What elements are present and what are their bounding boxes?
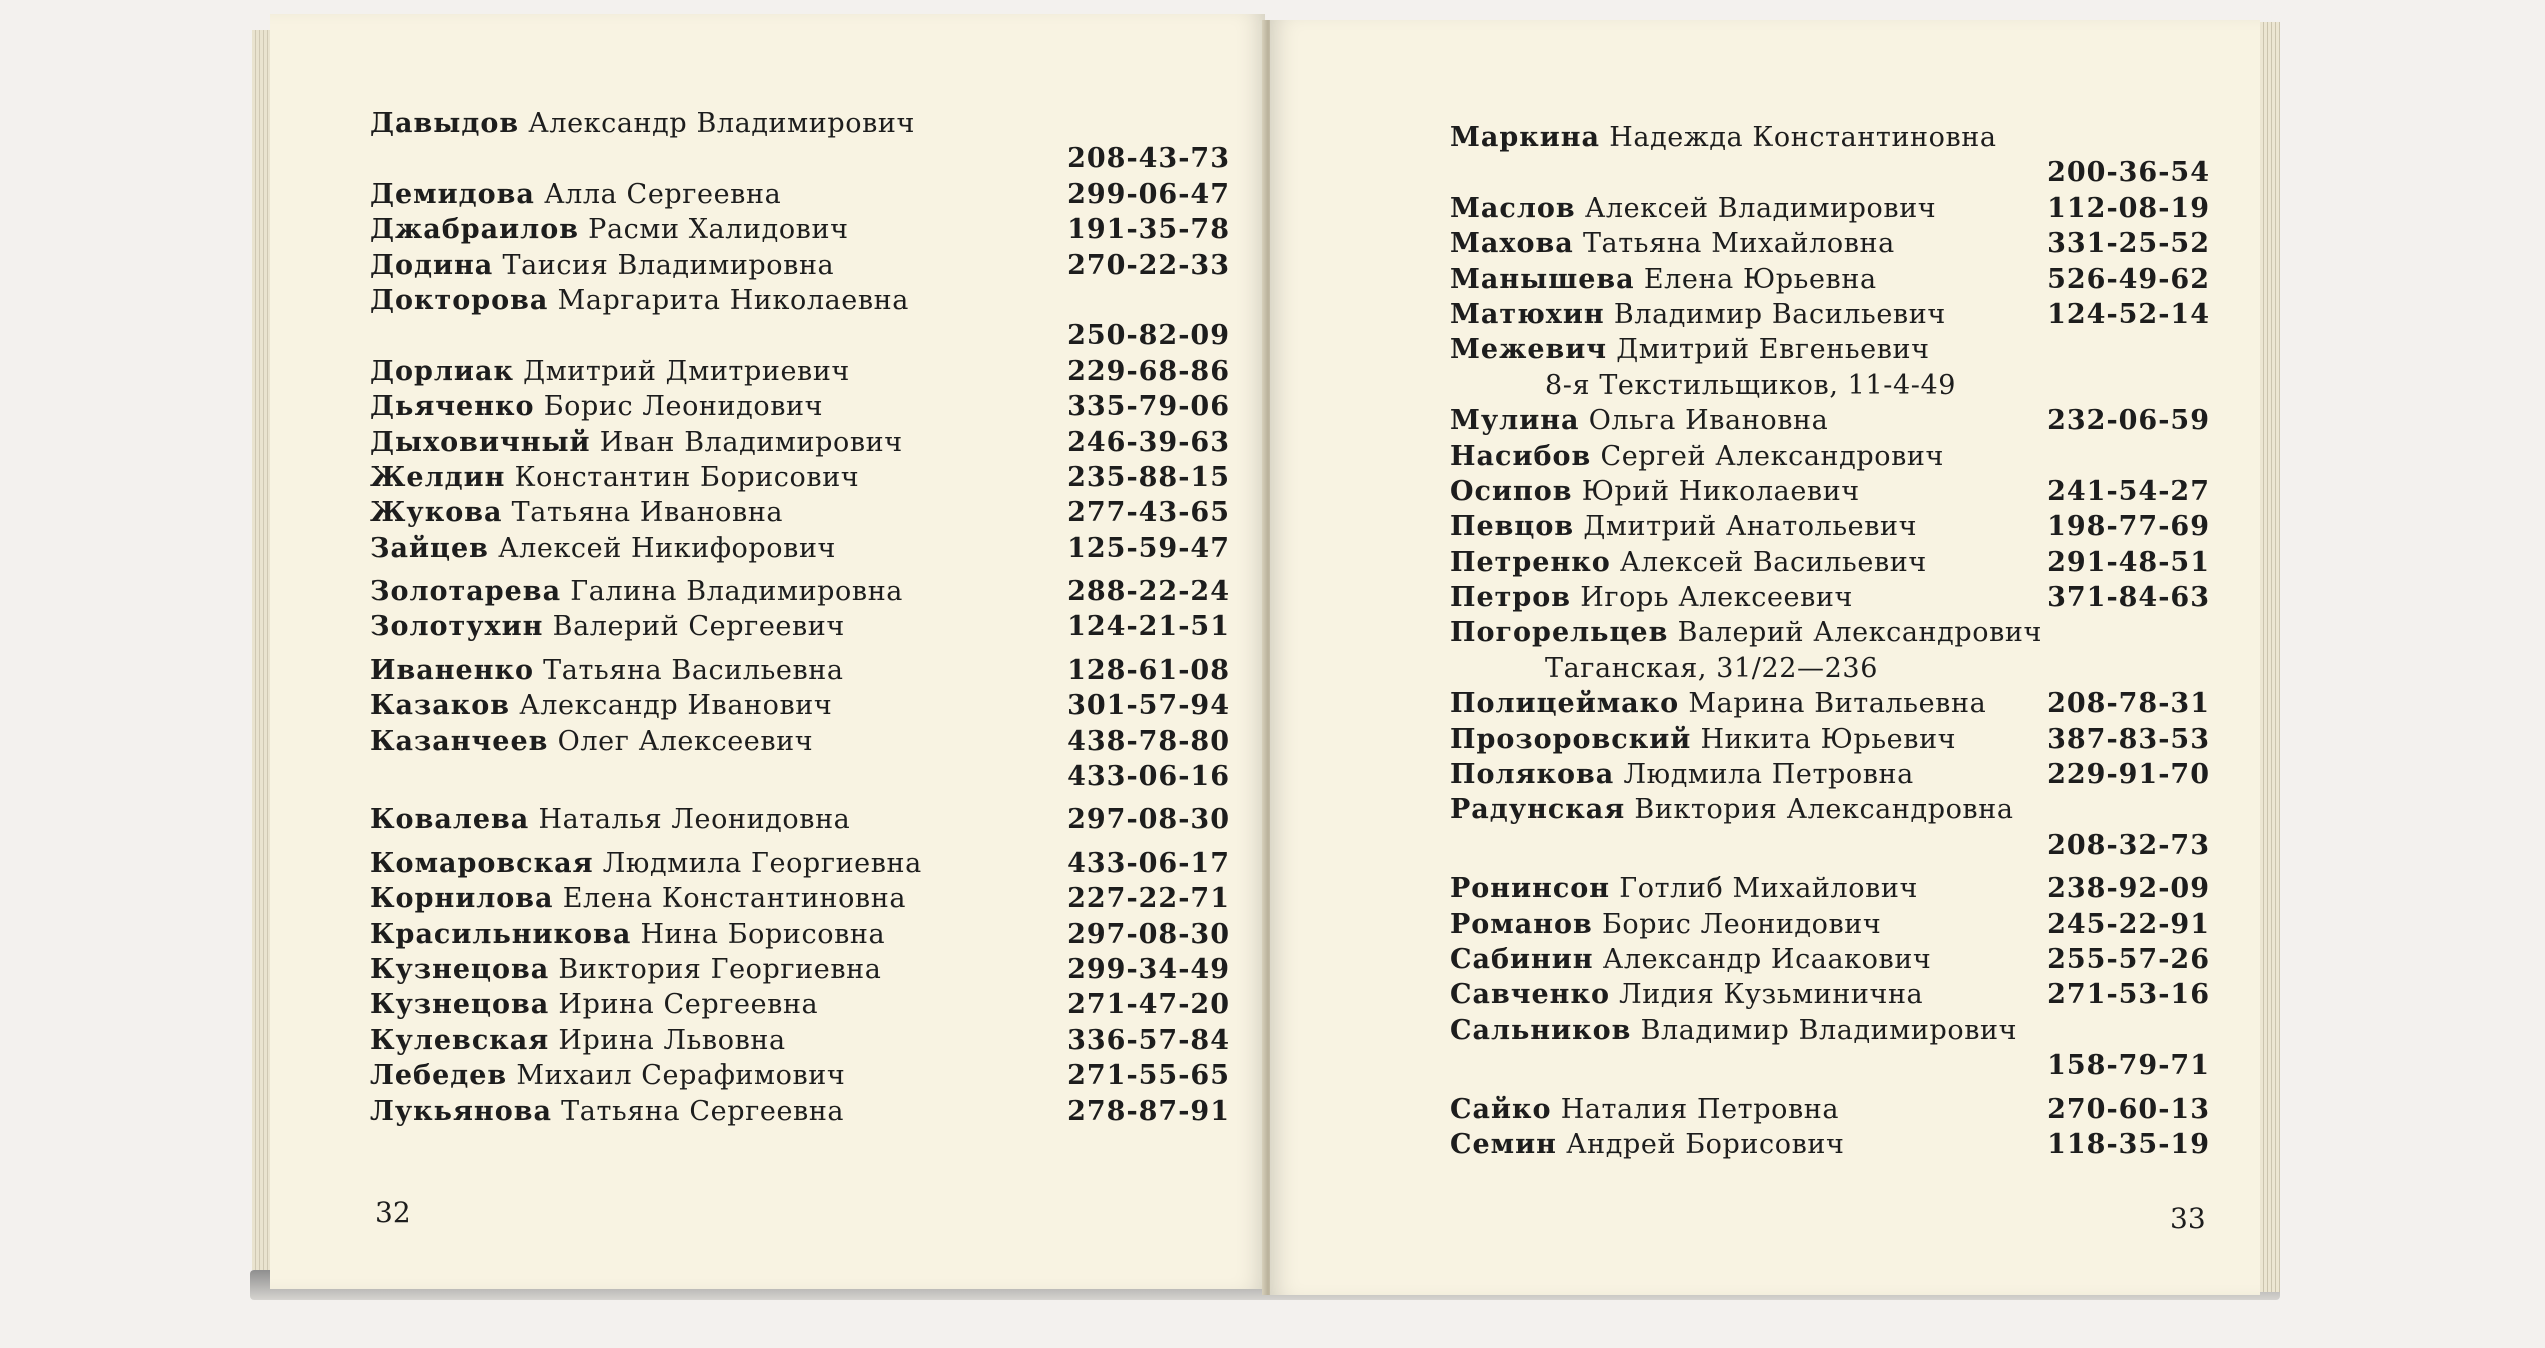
entry-phone: 250-82-09 xyxy=(1067,320,1230,352)
entry-phone: 271-53-16 xyxy=(2047,979,2210,1011)
entry-surname: Золотухин xyxy=(370,611,544,643)
entry-phone: 271-55-65 xyxy=(1067,1060,1230,1092)
directory-entry xyxy=(370,881,1230,916)
entry-phone: 335-79-06 xyxy=(1067,391,1230,423)
entry-name xyxy=(1450,441,1944,472)
entry-phone: 198-77-69 xyxy=(2047,511,2210,543)
page-number-left: 32 xyxy=(375,1196,411,1229)
entry-surname: Прозоровский xyxy=(1450,723,1692,755)
entry-surname: Додина xyxy=(370,249,494,281)
directory-entry xyxy=(370,1094,1230,1129)
entry-given-names: Ирина Сергеевна xyxy=(558,989,819,1021)
entry-surname: Петров xyxy=(1450,582,1572,614)
entry-surname: Сабинин xyxy=(1450,943,1594,975)
entry-phone: 433-06-17 xyxy=(1067,847,1230,879)
directory-entry xyxy=(370,653,1230,688)
directory-list-left xyxy=(370,106,1230,1129)
entry-surname: Красильникова xyxy=(370,918,632,950)
directory-entry xyxy=(370,141,1230,176)
directory-entry xyxy=(370,389,1230,424)
entry-phone: 208-43-73 xyxy=(1067,143,1230,175)
directory-entry xyxy=(1450,580,2210,615)
entry-phone: 112-08-19 xyxy=(2047,192,2210,224)
entry-phone: 255-57-26 xyxy=(2047,943,2210,975)
entry-phone: 270-22-33 xyxy=(1067,249,1230,281)
directory-list-right xyxy=(1450,120,2210,1162)
entry-given-names: Расми Халидович xyxy=(588,214,849,246)
directory-entry xyxy=(1450,545,2210,580)
entry-given-names: Людмила Петровна xyxy=(1623,759,1914,791)
entry-name xyxy=(1450,909,1881,940)
entry-phone: 297-08-30 xyxy=(1067,918,1230,950)
entry-given-names: Александр Владимирович xyxy=(528,108,915,139)
entry-surname: Погорельцев xyxy=(1450,617,1669,649)
entry-surname: Желдин xyxy=(370,461,506,493)
entry-name xyxy=(1450,1015,2017,1046)
entry-surname: Иваненко xyxy=(370,654,534,686)
entry-given-names: Алексей Васильевич xyxy=(1619,546,1927,578)
directory-entry xyxy=(370,531,1230,566)
entry-given-names: Александр Исаакович xyxy=(1602,943,1932,975)
entry-given-names: Готлиб Михайлович xyxy=(1619,873,1918,905)
entry-phone: 277-43-65 xyxy=(1067,497,1230,529)
entry-name xyxy=(370,1060,845,1091)
entry-given-names: Татьяна Васильевна xyxy=(543,654,844,686)
entry-phone: 124-21-51 xyxy=(1067,611,1230,643)
directory-entry xyxy=(370,688,1230,723)
entry-given-names: Юрий Николаевич xyxy=(1581,475,1860,507)
entry-name xyxy=(1450,511,1917,542)
directory-entry xyxy=(370,318,1230,353)
entry-given-names: Ирина Львовна xyxy=(558,1024,786,1056)
entry-phone: 371-84-63 xyxy=(2047,582,2210,614)
entry-name xyxy=(1450,688,1986,719)
directory-entry xyxy=(1450,907,2210,942)
entry-name xyxy=(370,179,781,210)
entry-given-names: Ольга Ивановна xyxy=(1588,405,1829,437)
directory-entry xyxy=(370,1023,1230,1058)
entry-name xyxy=(370,214,849,245)
entry-surname: Дорлиак xyxy=(370,355,514,387)
directory-entry xyxy=(370,212,1230,247)
entry-surname: Романов xyxy=(1450,908,1593,940)
entry-surname: Зайцев xyxy=(370,532,489,564)
directory-entry xyxy=(1450,977,2210,1012)
entry-given-names: Нина Борисовна xyxy=(640,918,886,950)
entry-name xyxy=(1450,1129,1844,1160)
directory-entry xyxy=(370,846,1230,881)
entry-name xyxy=(1450,299,1946,330)
directory-entry xyxy=(1450,509,2210,544)
entry-given-names: Александр Иванович xyxy=(519,690,833,722)
entry-phone: 526-49-62 xyxy=(2047,263,2210,295)
entry-name xyxy=(1450,724,1956,755)
entry-phone: 331-25-52 xyxy=(2047,228,2210,260)
entry-name xyxy=(370,250,834,281)
entry-name xyxy=(370,883,906,914)
entry-given-names: Иван Владимирович xyxy=(599,426,903,458)
entry-name xyxy=(370,576,903,607)
entry-given-names: Константин Борисович xyxy=(514,461,860,493)
directory-entry xyxy=(1450,120,2210,155)
entry-given-names: Таисия Владимировна xyxy=(502,249,835,281)
entry-name xyxy=(370,848,922,879)
entry-given-names: Дмитрий Анатольевич xyxy=(1583,511,1918,543)
directory-entry xyxy=(370,1058,1230,1093)
entry-name xyxy=(370,726,813,757)
entry-surname: Дьяченко xyxy=(370,391,535,423)
entry-surname: Жукова xyxy=(370,497,503,529)
entry-surname: Лукьянова xyxy=(370,1095,552,1127)
entry-name xyxy=(1450,617,2042,648)
entry-name xyxy=(370,391,823,422)
entry-phone: 433-06-16 xyxy=(1067,761,1230,793)
entry-surname: Лебедев xyxy=(370,1060,508,1092)
entry-surname: Демидова xyxy=(370,178,535,210)
entry-surname: Ковалева xyxy=(370,804,530,836)
entry-surname: Махова xyxy=(1450,228,1574,260)
entry-surname: Савченко xyxy=(1450,979,1610,1011)
directory-entry xyxy=(1450,942,2210,977)
entry-given-names: Борис Леонидович xyxy=(543,391,824,423)
entry-phone: 227-22-71 xyxy=(1067,883,1230,915)
entry-surname: Манышева xyxy=(1450,263,1635,295)
entry-phone: 118-35-19 xyxy=(2047,1128,2210,1160)
entry-name xyxy=(370,497,783,528)
entry-surname: Казанчеев xyxy=(370,725,549,757)
entry-given-names: Михаил Серафимович xyxy=(516,1060,846,1092)
entry-name xyxy=(1450,979,1923,1010)
directory-entry xyxy=(370,724,1230,759)
directory-entry xyxy=(1450,615,2210,650)
directory-entry xyxy=(1450,828,2210,863)
directory-entry xyxy=(370,354,1230,389)
entry-surname: Кузнецова xyxy=(370,989,550,1021)
entry-given-names: Маргарита Николаевна xyxy=(557,284,909,316)
entry-surname: Сальников xyxy=(1450,1014,1632,1046)
directory-entry xyxy=(1450,1013,2210,1048)
entry-given-names: Виктория Александровна xyxy=(1634,794,2014,826)
directory-entry xyxy=(1450,1127,2210,1162)
entry-given-names: Алла Сергеевна xyxy=(544,178,782,210)
directory-entry xyxy=(1450,332,2210,367)
entry-surname: Докторова xyxy=(370,284,549,316)
directory-entry xyxy=(370,987,1230,1022)
directory-entry xyxy=(1450,1092,2210,1127)
entry-given-names: Дмитрий Евгеньевич xyxy=(1616,334,1930,366)
entry-name xyxy=(370,954,881,985)
entry-name xyxy=(370,356,850,387)
entry-name xyxy=(1450,794,2014,825)
left-page xyxy=(270,14,1265,1289)
entry-phone: 387-83-53 xyxy=(2047,723,2210,755)
entry-given-names: Людмила Георгиевна xyxy=(602,847,922,879)
entry-name xyxy=(1450,122,1997,153)
entry-phone: 229-91-70 xyxy=(2047,759,2210,791)
entry-phone: 241-54-27 xyxy=(2047,475,2210,507)
entry-surname: Радунская xyxy=(1450,794,1626,826)
directory-entry xyxy=(1450,191,2210,226)
entry-given-names: Игорь Алексеевич xyxy=(1580,582,1853,614)
entry-given-names: Виктория Георгиевна xyxy=(558,953,882,985)
directory-entry xyxy=(370,460,1230,495)
entry-phone: 128-61-08 xyxy=(1067,654,1230,686)
entry-surname: Кузнецова xyxy=(370,953,550,985)
right-page xyxy=(1270,20,2260,1295)
entry-given-names: Татьяна Сергеевна xyxy=(561,1095,845,1127)
entry-given-names: Татьяна Ивановна xyxy=(511,497,784,529)
entry-given-names: Татьяна Михайловна xyxy=(1582,228,1895,260)
entry-given-names: Алексей Никифорович xyxy=(498,532,836,564)
entry-phone: 238-92-09 xyxy=(2047,873,2210,905)
entry-name xyxy=(1450,1094,1839,1125)
directory-entry xyxy=(370,425,1230,460)
directory-entry xyxy=(1450,757,2210,792)
entry-surname: Маркина xyxy=(1450,122,1601,153)
entry-name xyxy=(370,611,845,642)
entry-given-names: Никита Юрьевич xyxy=(1700,723,1957,755)
directory-entry xyxy=(1450,871,2210,906)
entry-given-names: Алексей Владимирович xyxy=(1584,192,1937,224)
entry-name xyxy=(1450,228,1895,259)
entry-given-names: Лидия Кузьминична xyxy=(1619,979,1924,1011)
entry-given-names: Сергей Александрович xyxy=(1600,440,1944,472)
directory-entry xyxy=(1450,1048,2210,1083)
entry-surname: Золотарева xyxy=(370,576,562,608)
entry-given-names: Елена Юрьевна xyxy=(1643,263,1877,295)
entry-name xyxy=(370,690,832,721)
entry-given-names: Наталья Леонидовна xyxy=(538,804,851,836)
entry-phone: 336-57-84 xyxy=(1067,1024,1230,1056)
entry-name xyxy=(1450,944,1931,975)
entry-given-names: Наталия Петровна xyxy=(1560,1093,1840,1125)
entry-given-names: Андрей Борисович xyxy=(1566,1128,1845,1160)
entry-given-names: Олег Алексеевич xyxy=(557,725,814,757)
entry-phone: 291-48-51 xyxy=(2047,546,2210,578)
entry-surname: Маслов xyxy=(1450,192,1576,224)
entry-name xyxy=(370,1025,786,1056)
directory-entry xyxy=(370,283,1230,318)
directory-entry xyxy=(1450,474,2210,509)
directory-entry xyxy=(1450,297,2210,332)
entry-address: Таганская, 31/22—236 xyxy=(1545,652,1878,684)
entry-phone: 301-57-94 xyxy=(1067,690,1230,722)
entry-phone: 271-47-20 xyxy=(1067,989,1230,1021)
entry-name xyxy=(1450,193,1936,224)
directory-entry xyxy=(370,177,1230,212)
entry-phone: 125-59-47 xyxy=(1067,532,1230,564)
entry-surname: Джабраилов xyxy=(370,214,579,246)
directory-entry xyxy=(1450,226,2210,261)
entry-phone: 288-22-24 xyxy=(1067,576,1230,608)
entry-given-names: Валерий Александрович xyxy=(1677,617,2042,649)
entry-name xyxy=(370,108,915,139)
entry-address: 8-я Текстильщиков, 11-4-49 xyxy=(1545,369,1957,401)
directory-entry xyxy=(1450,722,2210,757)
entry-phone: 208-32-73 xyxy=(2047,829,2210,861)
entry-surname: Давыдов xyxy=(370,108,520,139)
entry-phone: 200-36-54 xyxy=(2047,157,2210,189)
entry-given-names: Дмитрий Дмитриевич xyxy=(523,355,850,387)
directory-entry xyxy=(370,609,1230,644)
directory-entry xyxy=(370,802,1230,837)
entry-surname: Ронинсон xyxy=(1450,873,1611,905)
entry-phone: 245-22-91 xyxy=(2047,908,2210,940)
directory-entry xyxy=(1450,686,2210,721)
entry-phone: 246-39-63 xyxy=(1067,426,1230,458)
entry-name xyxy=(1450,873,1918,904)
directory-entry xyxy=(1450,368,2210,403)
entry-name xyxy=(1450,334,1930,365)
entry-surname: Кулевская xyxy=(370,1024,550,1056)
entry-name xyxy=(1450,405,1828,436)
entry-name xyxy=(370,919,885,950)
directory-entry xyxy=(370,917,1230,952)
entry-phone: 158-79-71 xyxy=(2047,1050,2210,1082)
directory-entry xyxy=(1450,403,2210,438)
entry-surname: Полякова xyxy=(1450,759,1615,791)
entry-phone: 229-68-86 xyxy=(1067,355,1230,387)
directory-entry xyxy=(370,495,1230,530)
entry-phone: 124-52-14 xyxy=(2047,298,2210,330)
entry-name xyxy=(370,427,903,458)
entry-surname: Корнилова xyxy=(370,883,554,915)
directory-entry xyxy=(1450,792,2210,827)
directory-entry xyxy=(1450,651,2210,686)
entry-phone: 232-06-59 xyxy=(2047,405,2210,437)
entry-given-names: Владимир Владимирович xyxy=(1640,1014,2018,1046)
entry-surname: Осипов xyxy=(1450,475,1573,507)
entry-name xyxy=(370,655,844,686)
entry-surname: Межевич xyxy=(1450,334,1608,366)
directory-entry xyxy=(1450,439,2210,474)
entry-surname: Мулина xyxy=(1450,405,1580,437)
entry-name xyxy=(1450,759,1914,790)
entry-surname: Семин xyxy=(1450,1128,1557,1160)
entry-phone: 299-34-49 xyxy=(1067,953,1230,985)
entry-name xyxy=(1450,582,1853,613)
entry-name xyxy=(1450,476,1860,507)
directory-entry xyxy=(370,248,1230,283)
entry-phone: 270-60-13 xyxy=(2047,1093,2210,1125)
directory-entry xyxy=(370,106,1230,141)
entry-phone: 208-78-31 xyxy=(2047,688,2210,720)
entry-given-names: Надежда Константиновна xyxy=(1609,122,1997,153)
entry-surname: Полицеймако xyxy=(1450,688,1680,720)
entry-given-names: Марина Витальевна xyxy=(1688,688,1987,720)
directory-entry xyxy=(370,574,1230,609)
entry-name xyxy=(1450,264,1877,295)
entry-phone: 297-08-30 xyxy=(1067,804,1230,836)
entry-surname: Певцов xyxy=(1450,511,1575,543)
page-number-right: 33 xyxy=(2170,1202,2206,1235)
entry-given-names: Борис Леонидович xyxy=(1601,908,1882,940)
entry-surname: Сайко xyxy=(1450,1093,1552,1125)
entry-phone: 299-06-47 xyxy=(1067,178,1230,210)
directory-entry xyxy=(1450,262,2210,297)
entry-name xyxy=(370,285,909,316)
entry-surname: Насибов xyxy=(1450,440,1592,472)
directory-entry xyxy=(370,759,1230,794)
entry-name xyxy=(1450,547,1927,578)
entry-given-names: Галина Владимировна xyxy=(570,576,904,608)
entry-phone: 235-88-15 xyxy=(1067,461,1230,493)
directory-entry xyxy=(1450,155,2210,190)
entry-name xyxy=(370,989,818,1020)
entry-surname: Казаков xyxy=(370,690,511,722)
entry-given-names: Валерий Сергеевич xyxy=(552,611,845,643)
entry-surname: Матюхин xyxy=(1450,298,1605,330)
entry-surname: Петренко xyxy=(1450,546,1611,578)
entry-name xyxy=(370,533,836,564)
directory-entry xyxy=(370,952,1230,987)
entry-name xyxy=(370,462,859,493)
entry-phone: 438-78-80 xyxy=(1067,725,1230,757)
entry-phone: 278-87-91 xyxy=(1067,1095,1230,1127)
entry-name xyxy=(370,804,850,835)
entry-surname: Комаровская xyxy=(370,847,594,879)
entry-given-names: Владимир Васильевич xyxy=(1613,298,1946,330)
entry-name xyxy=(370,1096,844,1127)
entry-given-names: Елена Константиновна xyxy=(562,883,907,915)
entry-phone: 191-35-78 xyxy=(1067,214,1230,246)
entry-surname: Дыховичный xyxy=(370,426,591,458)
